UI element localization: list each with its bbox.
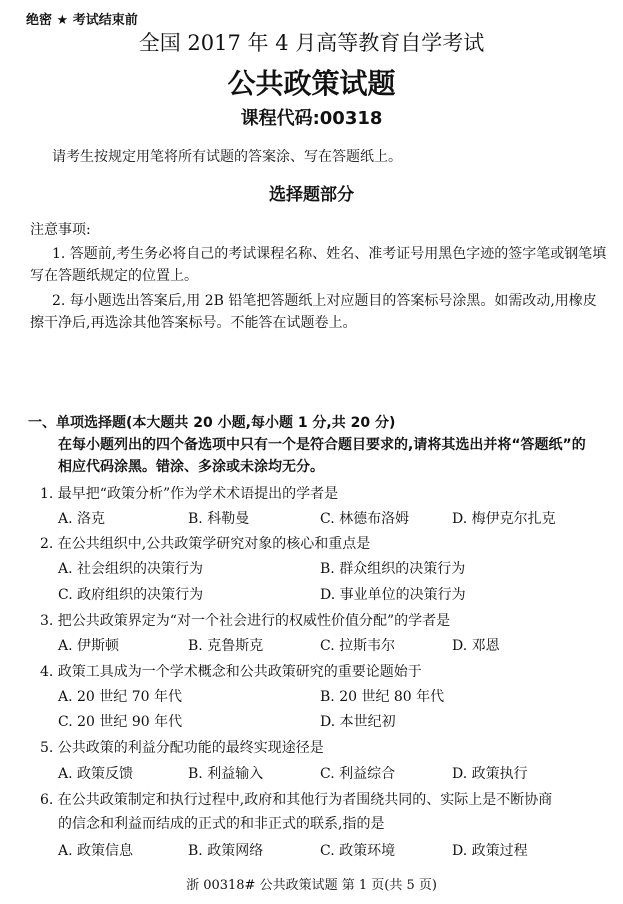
option-a: A. 政策信息 [58, 843, 134, 859]
question-stem: 5. 公共政策的利益分配功能的最终实现途径是 [40, 740, 324, 756]
option-c: C. 政府组织的决策行为 [58, 587, 204, 603]
option-d: D. 本世纪初 [320, 714, 396, 730]
subject-title: 公共政策试题 [227, 67, 396, 100]
question-stem: 1. 最早把“政策分析”作为学术术语提出的学者是 [40, 486, 339, 502]
course-code: 课程代码:00318 [240, 108, 383, 129]
option-b: B. 政策网络 [188, 843, 264, 859]
option-d: D. 事业单位的决策行为 [320, 587, 466, 603]
option-c: C. 林德布洛姆 [320, 511, 410, 527]
option-a: A. 伊斯顿 [58, 638, 120, 654]
option-b: B. 科勒曼 [188, 511, 250, 527]
option-d: D. 政策执行 [452, 766, 528, 782]
option-a: A. 20 世纪 70 年代 [58, 689, 182, 705]
option-b: B. 克鲁斯克 [188, 638, 264, 654]
question-stem: 3. 把公共政策界定为“对一个社会进行的权威性价值分配”的学者是 [40, 613, 451, 629]
exam-title: 全国 2017 年 4 月高等教育自学考试 [138, 31, 485, 55]
section-title: 一、单项选择题(本大题共 20 小题,每小题 1 分,共 20 分) [28, 415, 396, 431]
note-item: 2. 每小题选出答案后,用 2B 铅笔把答题纸上对应题目的答案标号涂黑。如需改动,用橡皮擦干净后,再选涂其他答案标号。不能答在试题卷上。 [30, 293, 597, 331]
option-d: D. 政策过程 [452, 843, 528, 859]
part-title: 选择题部分 [269, 185, 354, 205]
question-stem: 4. 政策工具成为一个学术概念和公共政策研究的重要论题始于 [40, 664, 422, 680]
note-item: 1. 答题前,考生务必将自己的考试课程名称、姓名、准考证号用黑色字迹的签字笔或钢笔填写在答题纸规定的位置上。 [30, 246, 607, 284]
general-instruction: 请考生按规定用笔将所有试题的答案涂、写在答题纸上。 [52, 149, 402, 165]
option-c: C. 利益综合 [320, 766, 396, 782]
option-a: A. 政策反馈 [58, 766, 134, 782]
option-c: C. 政策环境 [320, 843, 396, 859]
option-a: A. 洛克 [58, 511, 106, 527]
option-d: D. 梅伊克尔扎克 [452, 511, 556, 527]
notes-heading: 注意事项: [30, 222, 91, 238]
question-stem: 6. 在公共政策制定和执行过程中,政府和其他行为者围绕共同的、实际上是不断协商 [40, 792, 553, 808]
question-stem-continuation: 的信念和利益而结成的正式的和非正式的联系,指的是 [58, 816, 385, 832]
option-c: C. 20 世纪 90 年代 [58, 714, 183, 730]
option-a: A. 社会组织的决策行为 [58, 561, 204, 577]
option-b: B. 利益输入 [188, 766, 264, 782]
question-stem: 2. 在公共组织中,公共政策学研究对象的核心和重点是 [40, 536, 371, 552]
page-footer: 浙 00318# 公共政策试题 第 1 页(共 5 页) [186, 878, 437, 893]
confidential-label: 绝密 ★ 考试结束前 [26, 13, 138, 28]
option-b: B. 群众组织的决策行为 [320, 561, 466, 577]
option-d: D. 邓恩 [452, 638, 500, 654]
option-c: C. 拉斯韦尔 [320, 638, 396, 654]
option-b: B. 20 世纪 80 年代 [320, 689, 445, 705]
section-description: 在每小题列出的四个备选项中只有一个是符合题目要求的,请将其选出并将“答题纸”的相应代码涂黑。错涂、多涂或未涂均无分。 [58, 437, 586, 475]
